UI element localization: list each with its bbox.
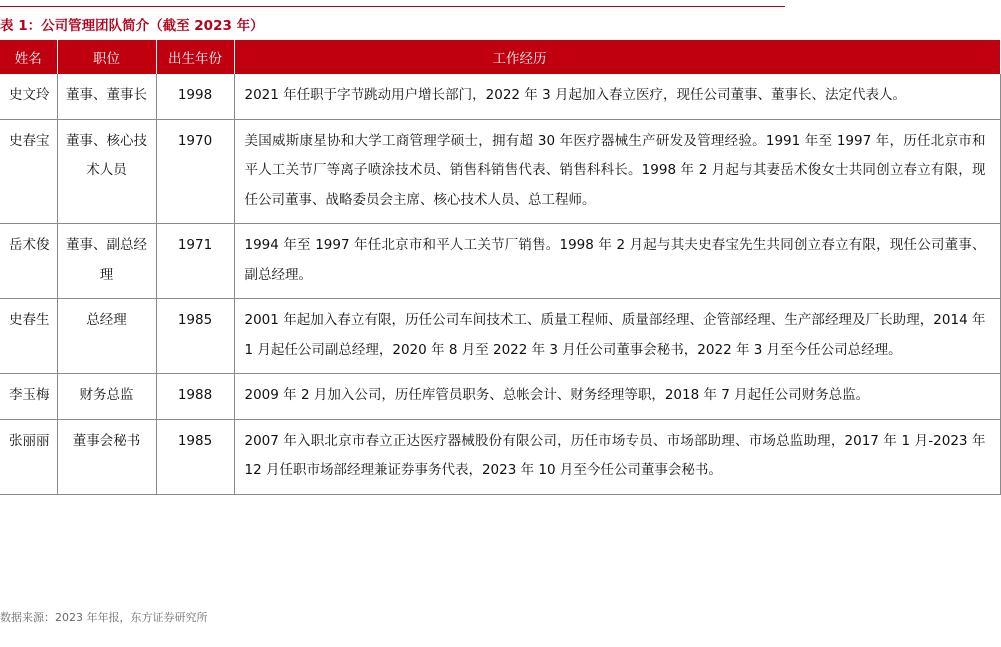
header-birth-year: 出生年份 xyxy=(156,40,234,74)
cell-position: 董事会秘书 xyxy=(57,419,156,494)
cell-birth-year: 1998 xyxy=(156,74,234,119)
table-row xyxy=(0,299,1000,374)
cell-name: 岳术俊 xyxy=(0,224,57,299)
cell-experience: 2009 年 2 月加入公司，历任库管员职务、总帐会计、财务经理等职，2018 年 7 月起任公司财务总监。 xyxy=(234,374,1000,420)
header-experience: 工作经历 xyxy=(234,40,1000,74)
table-row xyxy=(0,374,1000,420)
header-name: 姓名 xyxy=(0,40,57,74)
cell-birth-year: 1971 xyxy=(156,224,234,299)
cell-experience: 美国威斯康星协和大学工商管理学硕士，拥有超 30 年医疗器械生产研发及管理经验。1991 年至 1997 年，历任北京市和平人工关节厂等离子喷涂技术员、销售科销售代表、销售科科长。1998 年 2 月起与其妻岳术俊女士共同创立春立有限，现任公司董事、战略委员会主席、核心技术人员、总工程师。 xyxy=(234,119,1000,224)
cell-birth-year: 1985 xyxy=(156,299,234,374)
cell-experience: 2007 年入职北京市春立正达医疗器械股份有限公司，历任市场专员、市场部助理、市场总监助理，2017 年 1 月-2023 年 12 月任职市场部经理兼证券事务代表，2023 年 10 月至今任公司董事会秘书。 xyxy=(234,419,1000,494)
cell-birth-year: 1970 xyxy=(156,119,234,224)
table-row xyxy=(0,74,1000,119)
cell-name: 史春生 xyxy=(0,299,57,374)
cell-name: 史文玲 xyxy=(0,74,57,119)
table-caption: 表 1：公司管理团队简介（截至 2023 年） xyxy=(0,18,264,34)
cell-experience: 2001 年起加入春立有限，历任公司车间技术工、质量工程师、质量部经理、企管部经理、生产部经理及厂长助理，2014 年 1 月起任公司副总经理，2020 年 8 月至 2022 年 3 月任公司董事会秘书，2022 年 3 月至今任公司总经理。 xyxy=(234,299,1000,374)
cell-position: 总经理 xyxy=(57,299,156,374)
cell-name: 张丽丽 xyxy=(0,419,57,494)
cell-position: 董事、副总经理 xyxy=(57,224,156,299)
header-position: 职位 xyxy=(57,40,156,74)
cell-position: 董事、董事长 xyxy=(57,74,156,119)
cell-position: 财务总监 xyxy=(57,374,156,420)
table-row xyxy=(0,419,1000,494)
cell-name: 李玉梅 xyxy=(0,374,57,420)
cell-experience: 2021 年任职于字节跳动用户增长部门，2022 年 3 月起加入春立医疗，现任公司董事、董事长、法定代表人。 xyxy=(234,74,1000,119)
cell-name: 史春宝 xyxy=(0,119,57,224)
cell-birth-year: 1988 xyxy=(156,374,234,420)
cell-position: 董事、核心技术人员 xyxy=(57,119,156,224)
cell-birth-year: 1985 xyxy=(156,419,234,494)
management-table xyxy=(0,40,1001,495)
table-header-row xyxy=(0,40,1000,74)
management-table-container xyxy=(0,40,986,495)
table-row xyxy=(0,224,1000,299)
cell-experience: 1994 年至 1997 年任北京市和平人工关节厂销售。1998 年 2 月起与其夫史春宝先生共同创立春立有限，现任公司董事、副总经理。 xyxy=(234,224,1000,299)
source-note: 数据来源：2023 年年报，东方证券研究所 xyxy=(0,611,208,624)
top-rule xyxy=(0,6,785,7)
table-row xyxy=(0,119,1000,224)
